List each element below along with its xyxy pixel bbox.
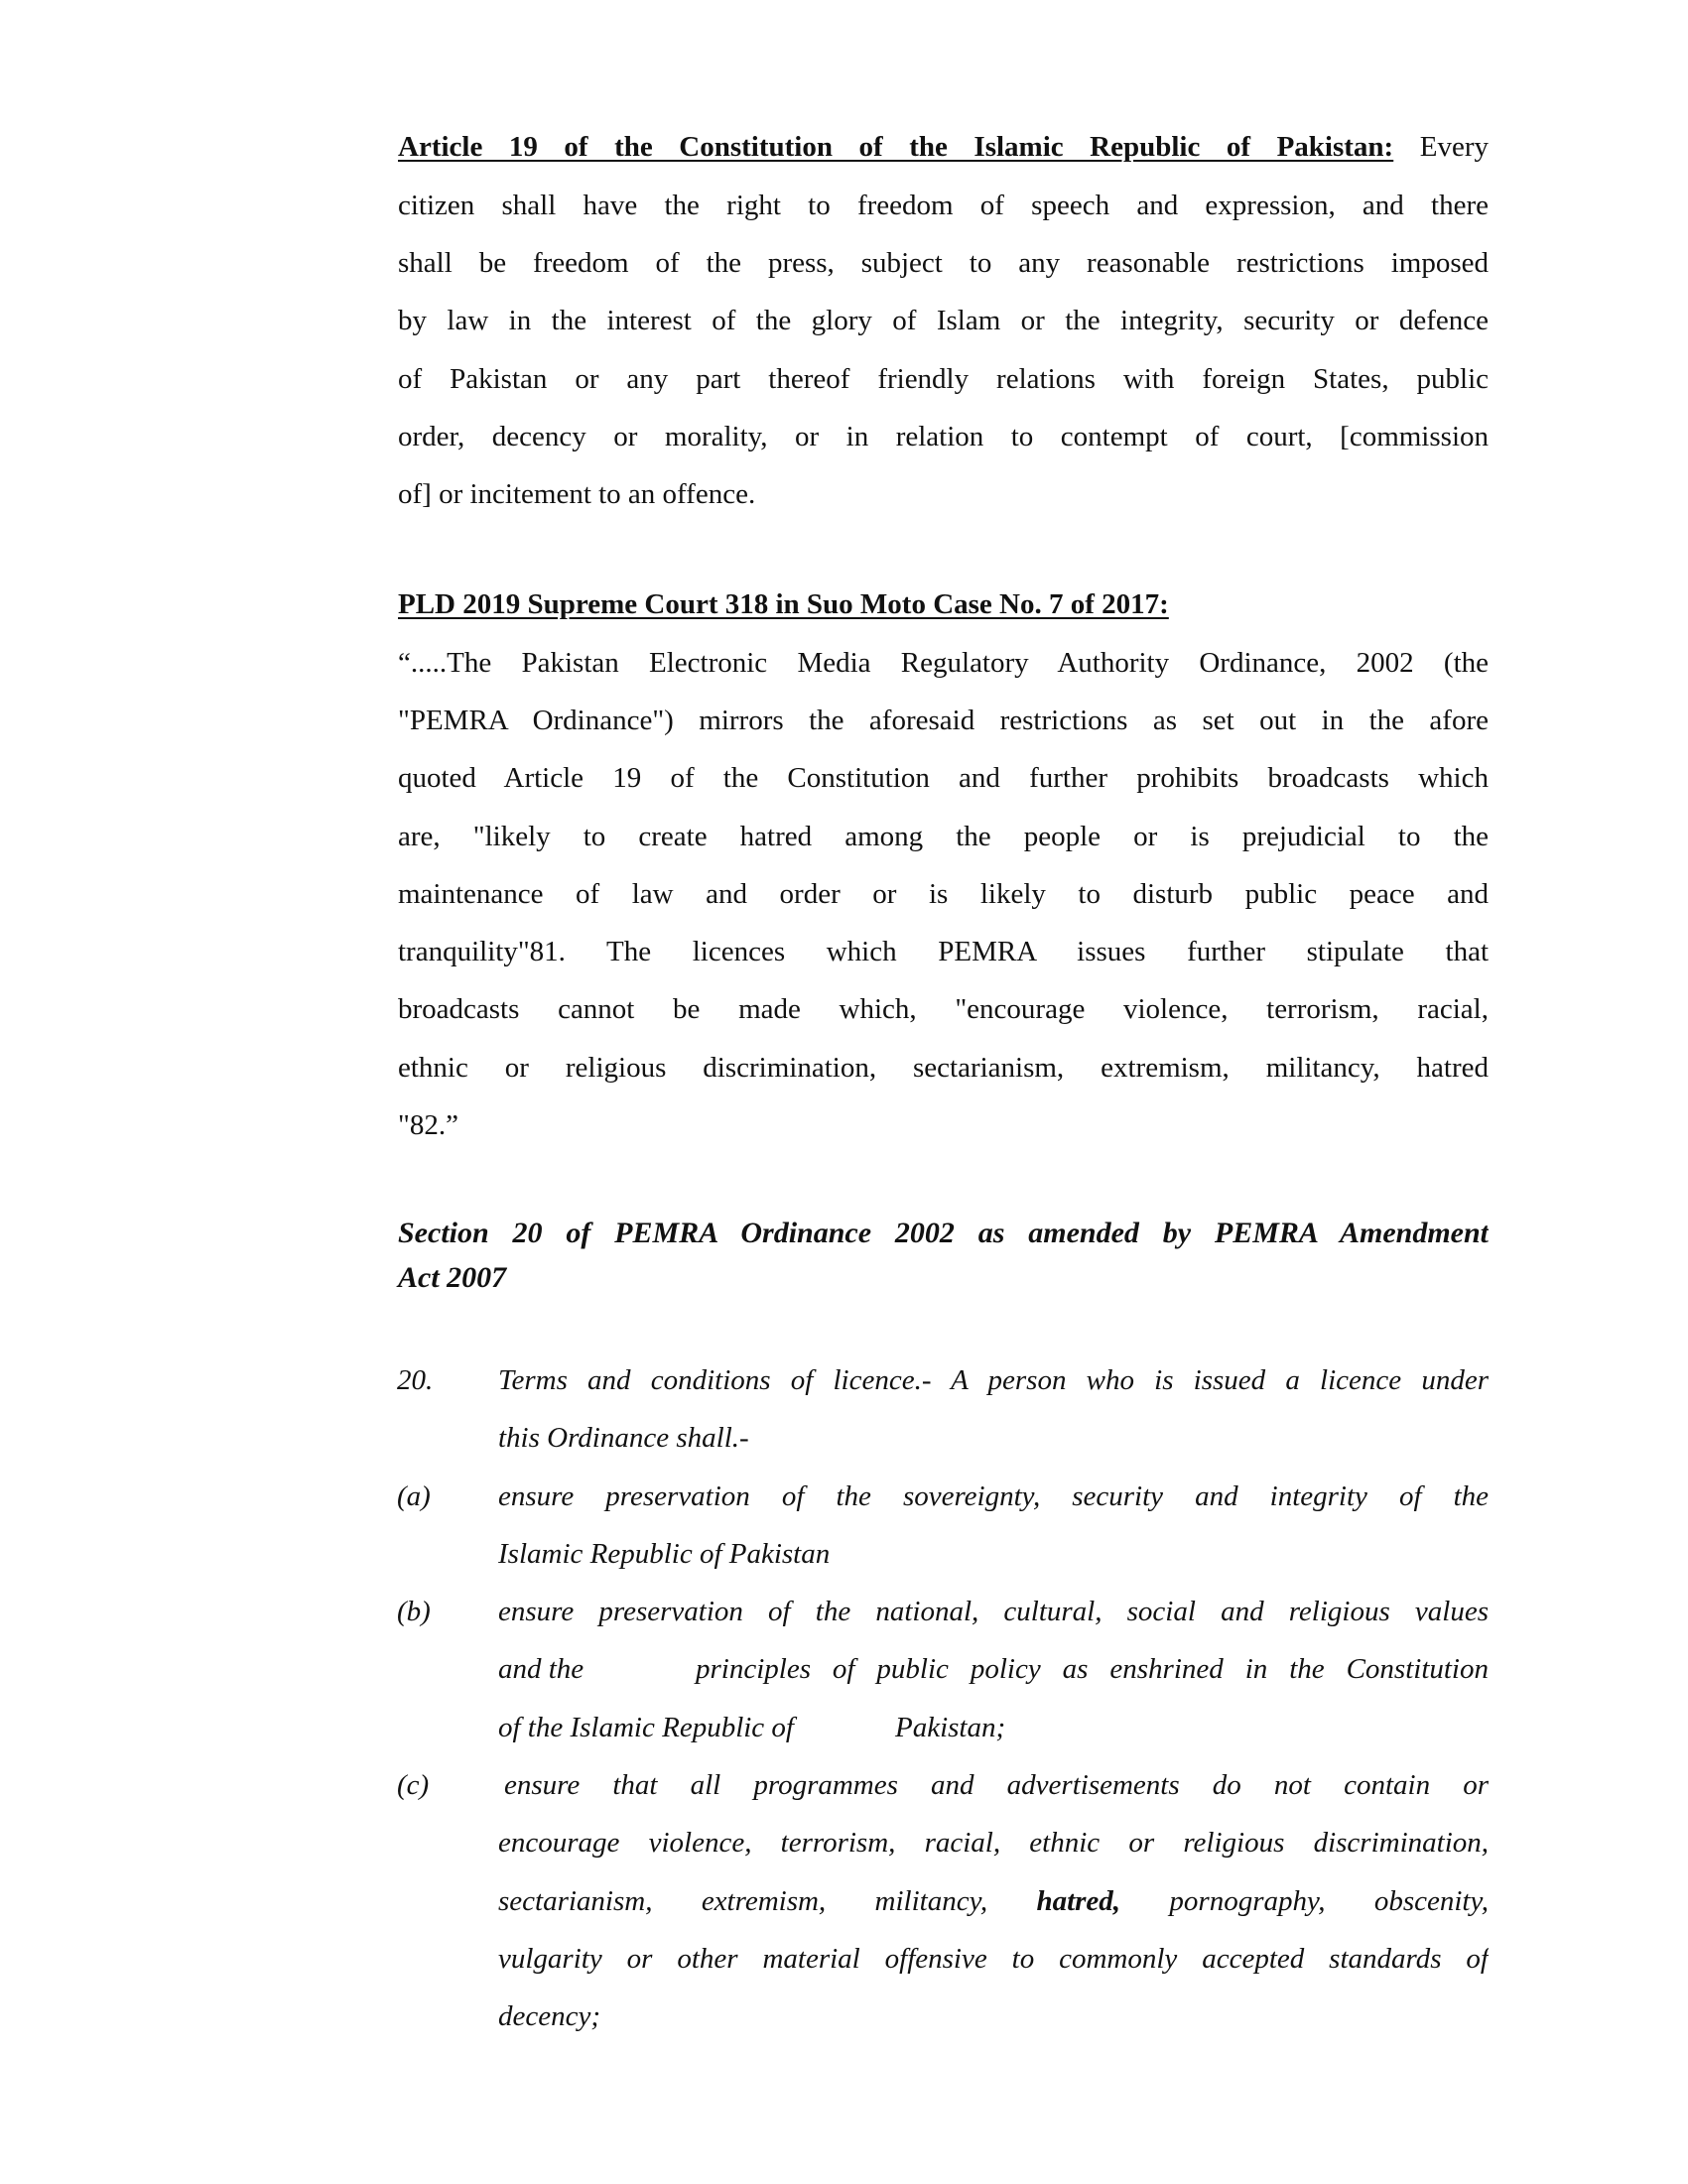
item-b-line-2 (498, 1651, 1489, 1687)
item-b-line-3-end: Pakistan; (895, 1712, 1006, 1743)
pld-heading: PLD 2019 Supreme Court 318 in Suo Moto Case No. 7 of 2017: (398, 588, 1169, 620)
article-19-line: by law in the interest of the glory of Islam or the integrity, security or defence (398, 305, 1489, 336)
pld-quote-line: “.....The Pakistan Electronic Media Regulatory Authority Ordinance, 2002 (the (398, 647, 1489, 679)
pld-quote-line: quoted Article 19 of the Constitution and further prohibits broadcasts which (398, 762, 1489, 794)
item-c-line-3-post: pornography, obscenity, (1169, 1885, 1489, 1917)
item-b-label: (b) (397, 1596, 431, 1627)
item-c-line: vulgarity or other material offensive to commonly accepted standards of (498, 1943, 1489, 1975)
pld-quote-line: "PEMRA Ordinance") mirrors the aforesaid restrictions as set out in the afore (398, 705, 1489, 736)
article-19-line: of] or incitement to an offence. (398, 478, 756, 510)
item-a-line: ensure preservation of the sovereignty, security and integrity of the (498, 1480, 1489, 1512)
pld-quote-line: ethnic or religious discrimination, sectarianism, extremism, militancy, hatred (398, 1052, 1489, 1084)
item-c-line-3 (498, 1883, 1489, 1919)
item-c-line: decency; (498, 2000, 601, 2032)
item-c-label: (c) (397, 1769, 430, 1801)
article-19-first-word: Every (1393, 131, 1489, 163)
pld-quote-line: broadcasts cannot be made which, "encourage violence, terrorism, racial, (398, 993, 1489, 1025)
pld-quote-line: maintenance of law and order or is likely to disturb public peace and (398, 878, 1489, 910)
article-19-heading-line (398, 129, 1489, 165)
item-b-line-3-start: of the Islamic Republic of (498, 1712, 794, 1743)
item-a-line: Islamic Republic of Pakistan (498, 1538, 831, 1570)
item-b-line-3 (498, 1710, 1489, 1745)
item-c-bold-hatred: hatred, (1036, 1885, 1121, 1917)
clause-20-label: 20. (397, 1364, 434, 1396)
article-19-line: order, decency or morality, or in relation to contempt of court, [commission (398, 421, 1489, 452)
pld-quote-line: tranquility"81. The licences which PEMRA issues further stipulate that (398, 936, 1489, 967)
pld-heading-line (398, 586, 1489, 622)
item-a-label: (a) (397, 1480, 431, 1512)
item-b-line-2-end: principles of public policy as enshrined in the Constitution (696, 1653, 1489, 1685)
pld-quote-line: "82.” (398, 1109, 458, 1141)
article-19-line: citizen shall have the right to freedom of speech and expression, and there (398, 190, 1489, 221)
item-c-line: ensure that all programmes and advertisements do not contain or (504, 1769, 1489, 1801)
pld-quote-line: are, "likely to create hatred among the people or is prejudicial to the (398, 821, 1489, 852)
clause-20-line: Terms and conditions of licence.- A person who is issued a licence under (498, 1364, 1489, 1396)
article-19-line: of Pakistan or any part thereof friendly relations with foreign States, public (398, 363, 1489, 395)
item-c-line: encourage violence, terrorism, racial, ethnic or religious discrimination, (498, 1827, 1489, 1859)
item-b-line: ensure preservation of the national, cultural, social and religious values (498, 1596, 1489, 1627)
clause-20-line: this Ordinance shall.- (498, 1422, 749, 1454)
item-b-line-2-start: and the (498, 1653, 584, 1685)
item-c-line-3-pre: sectarianism, extremism, militancy, (498, 1885, 988, 1917)
article-19-heading: Article 19 of the Constitution of the Islamic Republic of Pakistan: (398, 131, 1394, 163)
section-20-heading-line-2: Act 2007 (398, 1261, 507, 1294)
article-19-line: shall be freedom of the press, subject to any reasonable restrictions imposed (398, 247, 1489, 279)
section-20-heading-line-1: Section 20 of PEMRA Ordinance 2002 as amended by PEMRA Amendment (398, 1217, 1489, 1249)
